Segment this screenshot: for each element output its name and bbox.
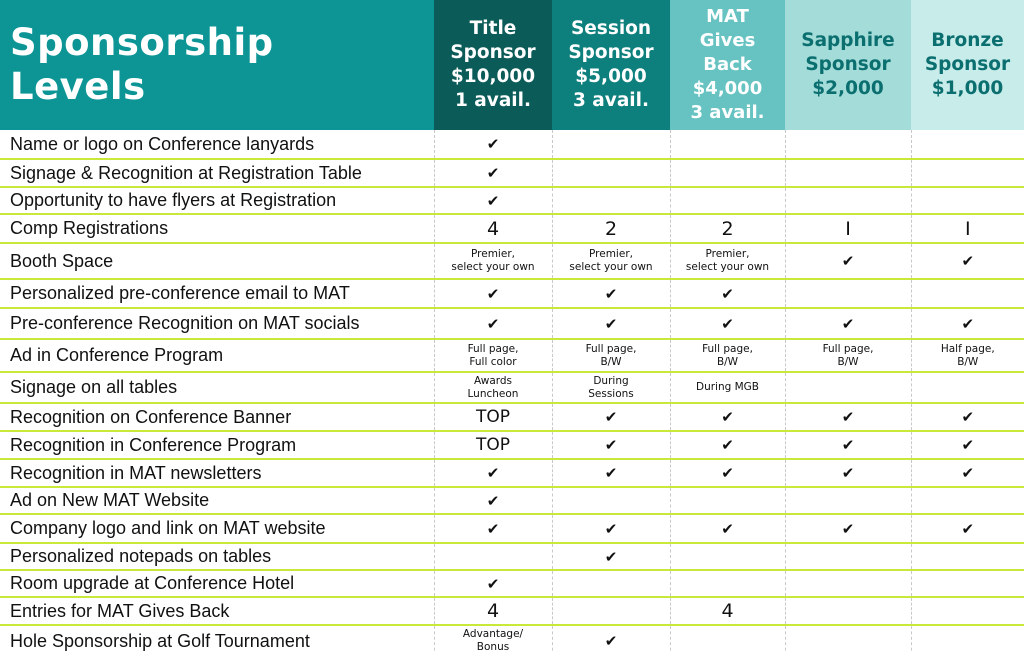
benefit-count-cell: 2 — [670, 214, 785, 243]
level-header-bronze-sponsor — [911, 0, 1024, 130]
empty-cell — [552, 187, 670, 214]
empty-cell — [911, 625, 1024, 653]
benefit-label: Opportunity to have flyers at Registration — [0, 187, 434, 214]
benefit-detail-line: Full page, — [467, 342, 519, 355]
benefit-detail-cell — [552, 339, 670, 372]
empty-cell — [911, 130, 1024, 159]
level-header-line: 3 avail. — [572, 90, 650, 111]
level-header-line: $4,000 — [692, 78, 763, 99]
empty-cell — [670, 159, 785, 187]
check-mark-icon: ✔ — [911, 431, 1024, 459]
empty-cell — [785, 570, 911, 597]
empty-cell — [911, 372, 1024, 403]
benefit-row — [0, 570, 1024, 597]
benefit-label: Name or logo on Conference lanyards — [0, 130, 434, 159]
check-mark-icon: ✔ — [552, 459, 670, 487]
check-mark-icon: ✔ — [785, 403, 911, 431]
benefit-row — [0, 243, 1024, 279]
benefit-detail-cell — [434, 243, 552, 279]
benefit-value-cell: TOP — [434, 403, 552, 431]
check-mark-icon: ✔ — [434, 570, 552, 597]
benefit-row — [0, 459, 1024, 487]
level-header-line: Session — [570, 18, 652, 39]
empty-cell — [552, 130, 670, 159]
check-mark-icon: ✔ — [434, 187, 552, 214]
benefit-label: Comp Registrations — [0, 214, 434, 243]
empty-cell — [670, 625, 785, 653]
empty-cell — [911, 570, 1024, 597]
empty-cell — [911, 487, 1024, 514]
benefit-count-cell: 4 — [670, 597, 785, 625]
benefit-label: Personalized notepads on tables — [0, 543, 434, 570]
check-mark-icon: ✔ — [785, 243, 911, 279]
level-header-line: 3 avail. — [690, 102, 765, 123]
empty-cell — [552, 597, 670, 625]
check-mark-icon: ✔ — [670, 431, 785, 459]
benefit-count-cell: I — [911, 214, 1024, 243]
empty-cell — [785, 159, 911, 187]
benefit-label: Pre-conference Recognition on MAT socials — [0, 308, 434, 339]
header-row — [0, 0, 1024, 130]
level-header-line: Bronze — [931, 30, 1004, 51]
check-mark-icon: ✔ — [434, 514, 552, 543]
benefit-row — [0, 159, 1024, 187]
check-mark-icon: ✔ — [434, 159, 552, 187]
benefit-label: Company logo and link on MAT website — [0, 514, 434, 543]
level-header-title-sponsor — [434, 0, 552, 130]
benefit-count-cell: 2 — [552, 214, 670, 243]
check-mark-icon: ✔ — [911, 459, 1024, 487]
empty-cell — [785, 130, 911, 159]
empty-cell — [911, 159, 1024, 187]
level-header-mat-gives-back — [670, 0, 785, 130]
level-header-line: Sponsor — [805, 54, 891, 75]
benefit-detail-line: Luncheon — [467, 387, 519, 400]
benefit-row — [0, 625, 1024, 653]
benefit-label: Signage on all tables — [0, 372, 434, 403]
benefit-label: Ad in Conference Program — [0, 339, 434, 372]
empty-cell — [785, 279, 911, 308]
level-header-line: Gives — [699, 30, 756, 51]
empty-cell — [670, 570, 785, 597]
check-mark-icon: ✔ — [670, 308, 785, 339]
check-mark-icon: ✔ — [670, 459, 785, 487]
benefit-row — [0, 214, 1024, 243]
empty-cell — [434, 543, 552, 570]
benefit-count-cell: I — [785, 214, 911, 243]
benefit-label: Ad on New MAT Website — [0, 487, 434, 514]
benefit-detail-line: Premier, — [705, 248, 750, 260]
benefit-row — [0, 187, 1024, 214]
benefit-detail-line: select your own — [569, 261, 653, 273]
level-header-line: Title — [469, 18, 517, 39]
benefit-row — [0, 279, 1024, 308]
benefit-label: Signage & Recognition at Registration Table — [0, 159, 434, 187]
level-header-line: Sponsor — [450, 42, 536, 63]
page-title — [0, 0, 434, 130]
empty-cell — [670, 130, 785, 159]
benefit-row — [0, 339, 1024, 372]
check-mark-icon: ✔ — [552, 514, 670, 543]
empty-cell — [785, 187, 911, 214]
benefit-detail-line: Premier, — [471, 248, 515, 260]
empty-cell — [785, 543, 911, 570]
benefit-detail-cell — [785, 339, 911, 372]
benefit-row — [0, 308, 1024, 339]
empty-cell — [911, 597, 1024, 625]
benefit-label: Hole Sponsorship at Golf Tournament — [0, 625, 434, 653]
level-header-line: Sponsor — [568, 42, 654, 63]
page-title-line-2: Levels — [10, 65, 146, 108]
benefit-detail-cell — [552, 243, 670, 279]
benefit-row — [0, 372, 1024, 403]
empty-cell — [670, 187, 785, 214]
level-header-line: Sapphire — [801, 30, 895, 51]
check-mark-icon: ✔ — [785, 459, 911, 487]
benefit-detail-line: Full page, — [702, 342, 753, 355]
check-mark-icon: ✔ — [552, 625, 670, 653]
benefit-detail-line: B/W — [716, 355, 739, 368]
level-header-line: $10,000 — [450, 66, 536, 87]
benefit-detail-line: B/W — [957, 355, 979, 368]
empty-cell — [785, 597, 911, 625]
benefit-row — [0, 514, 1024, 543]
empty-cell — [552, 487, 670, 514]
benefit-label: Room upgrade at Conference Hotel — [0, 570, 434, 597]
benefits-body — [0, 130, 1024, 653]
benefit-detail-line: Awards — [473, 374, 513, 387]
benefit-row — [0, 431, 1024, 459]
page-title-line-1: Sponsorship — [10, 21, 274, 64]
benefit-detail-cell — [434, 339, 552, 372]
empty-cell — [552, 159, 670, 187]
benefit-row — [0, 403, 1024, 431]
benefit-row — [0, 487, 1024, 514]
benefit-detail-cell — [670, 339, 785, 372]
benefit-label: Personalized pre-conference email to MAT — [0, 279, 434, 308]
benefit-label: Entries for MAT Gives Back — [0, 597, 434, 625]
level-header-session-sponsor — [552, 0, 670, 130]
check-mark-icon: ✔ — [552, 403, 670, 431]
benefit-value-cell: TOP — [434, 431, 552, 459]
benefit-detail-line: select your own — [451, 261, 535, 273]
benefit-row — [0, 543, 1024, 570]
level-header-sapphire-sponsor — [785, 0, 911, 130]
benefit-detail-line: Full color — [469, 355, 517, 368]
check-mark-icon: ✔ — [552, 431, 670, 459]
benefit-detail-line: B/W — [600, 355, 622, 368]
check-mark-icon: ✔ — [434, 487, 552, 514]
benefit-detail-line: Sessions — [588, 387, 634, 400]
empty-cell — [911, 279, 1024, 308]
level-header-line: $2,000 — [812, 78, 884, 99]
level-header-line: Back — [703, 54, 752, 75]
benefit-detail-line: Advantage/ — [462, 628, 524, 640]
level-header-line: $1,000 — [931, 78, 1004, 99]
benefit-row — [0, 130, 1024, 159]
benefit-row — [0, 597, 1024, 625]
benefit-count-cell: 4 — [434, 214, 552, 243]
benefit-detail-line: During MGB — [695, 381, 760, 393]
benefit-label: Recognition on Conference Banner — [0, 403, 434, 431]
check-mark-icon: ✔ — [552, 543, 670, 570]
empty-cell — [670, 543, 785, 570]
level-header-line: $5,000 — [575, 66, 647, 87]
empty-cell — [911, 543, 1024, 570]
benefit-detail-cell — [434, 625, 552, 653]
empty-cell — [785, 487, 911, 514]
check-mark-icon: ✔ — [911, 308, 1024, 339]
benefit-detail-line: Full page, — [822, 342, 874, 355]
benefit-detail-line: Premier, — [589, 248, 633, 260]
level-header-line: 1 avail. — [454, 90, 532, 111]
check-mark-icon: ✔ — [670, 279, 785, 308]
benefit-detail-line: During — [593, 374, 629, 387]
empty-cell — [785, 372, 911, 403]
check-mark-icon: ✔ — [552, 308, 670, 339]
level-header-line: Sponsor — [924, 54, 1011, 75]
check-mark-icon: ✔ — [670, 403, 785, 431]
benefit-detail-cell — [670, 243, 785, 279]
empty-cell — [670, 487, 785, 514]
check-mark-icon: ✔ — [552, 279, 670, 308]
benefit-detail-line: select your own — [685, 261, 770, 273]
empty-cell — [785, 625, 911, 653]
check-mark-icon: ✔ — [911, 403, 1024, 431]
benefit-detail-cell — [670, 372, 785, 403]
benefit-label: Booth Space — [0, 243, 434, 279]
check-mark-icon: ✔ — [434, 459, 552, 487]
level-header-line: MAT — [706, 6, 749, 27]
benefit-detail-cell — [552, 372, 670, 403]
check-mark-icon: ✔ — [434, 308, 552, 339]
benefit-label: Recognition in MAT newsletters — [0, 459, 434, 487]
benefit-detail-cell — [911, 339, 1024, 372]
benefit-label: Recognition in Conference Program — [0, 431, 434, 459]
check-mark-icon: ✔ — [785, 514, 911, 543]
benefit-detail-cell — [434, 372, 552, 403]
check-mark-icon: ✔ — [434, 130, 552, 159]
benefit-detail-line: B/W — [837, 355, 859, 368]
check-mark-icon: ✔ — [911, 243, 1024, 279]
check-mark-icon: ✔ — [670, 514, 785, 543]
check-mark-icon: ✔ — [911, 514, 1024, 543]
benefit-detail-line: Bonus — [476, 641, 510, 653]
empty-cell — [911, 187, 1024, 214]
benefit-count-cell: 4 — [434, 597, 552, 625]
empty-cell — [552, 570, 670, 597]
check-mark-icon: ✔ — [785, 431, 911, 459]
benefit-detail-line: Half page, — [940, 342, 995, 355]
benefit-detail-line: Full page, — [585, 342, 637, 355]
check-mark-icon: ✔ — [434, 279, 552, 308]
check-mark-icon: ✔ — [785, 308, 911, 339]
